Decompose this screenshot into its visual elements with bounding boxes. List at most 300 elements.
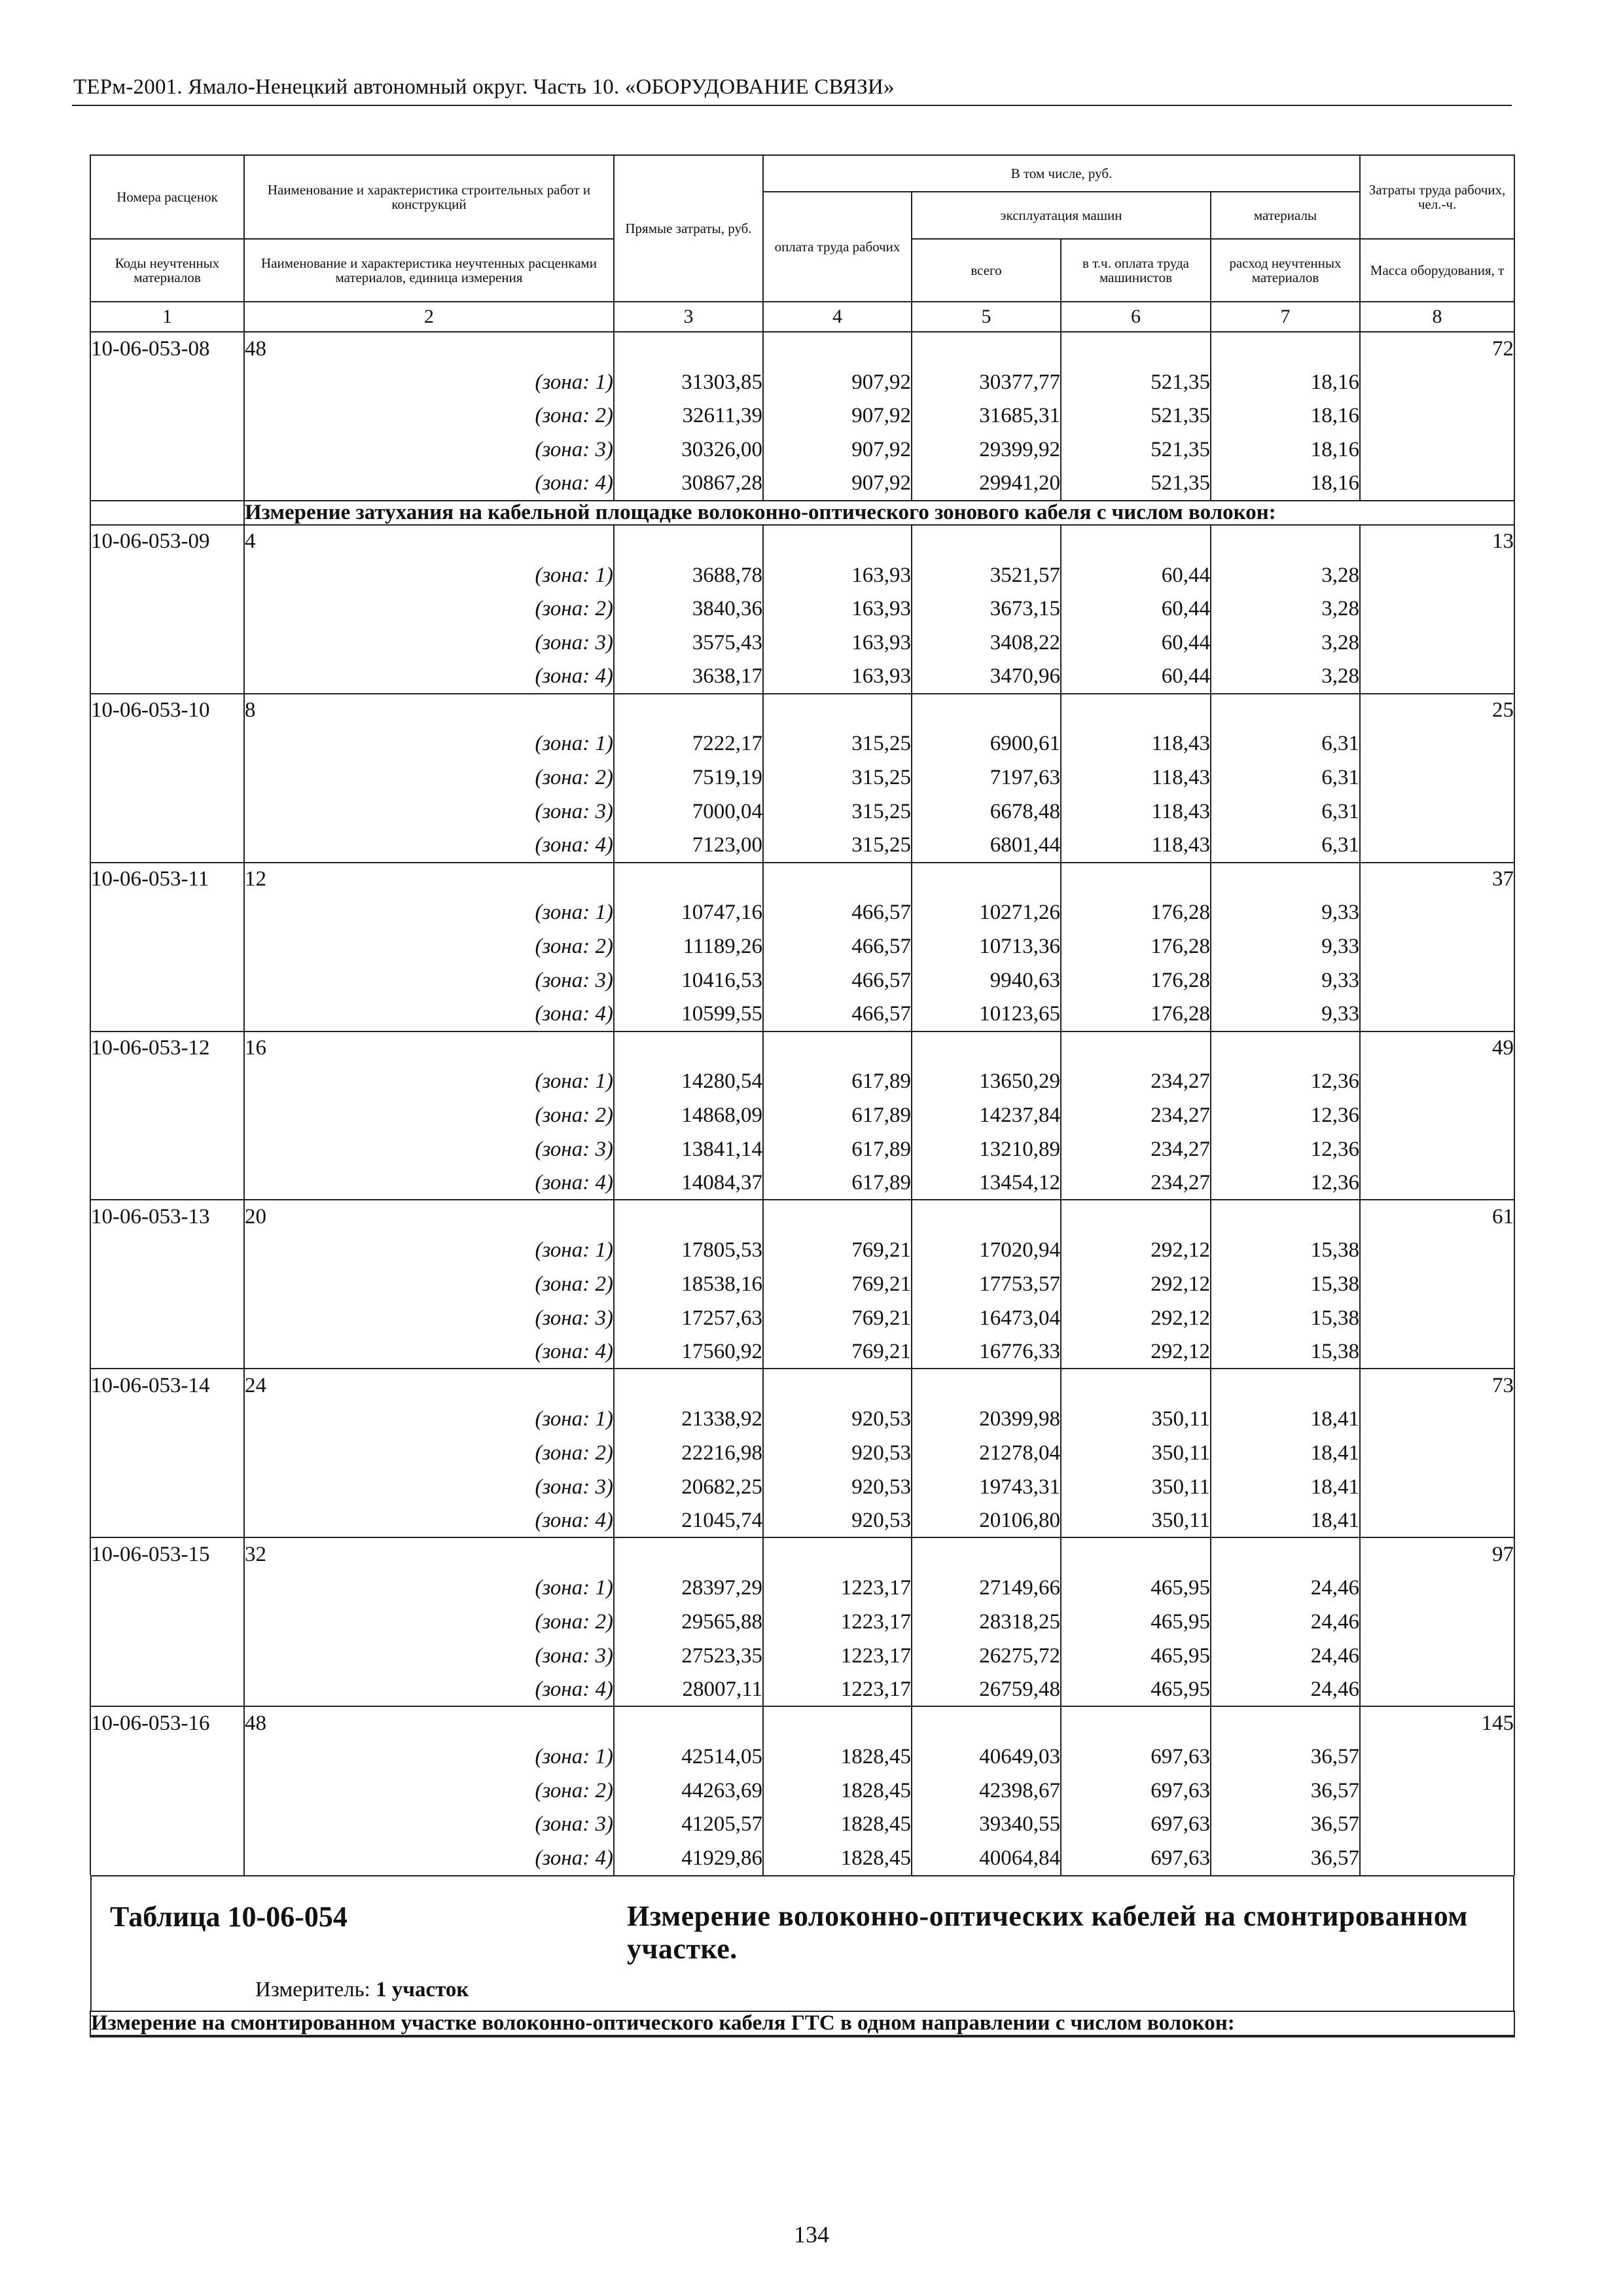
empty-cell	[90, 1132, 244, 1166]
rate-row	[90, 1369, 1514, 1403]
empty-cell	[614, 863, 763, 897]
table-054-title: Измерение волоконно-оптических кабелей на смонтированном участке.	[627, 1900, 1468, 1965]
machine-total-value: 10713,36	[912, 930, 1061, 964]
worker-pay-value: 617,89	[763, 1065, 912, 1099]
column-number: 4	[763, 302, 912, 332]
direct-costs-value: 3840,36	[614, 592, 763, 626]
empty-cell	[1360, 1774, 1514, 1808]
operator-pay-value: 465,95	[1061, 1571, 1211, 1605]
materials-value: 12,36	[1211, 1166, 1360, 1200]
table-054-heading-row	[90, 1875, 1514, 2011]
empty-cell	[614, 525, 763, 559]
worker-pay-value: 163,93	[763, 660, 912, 694]
empty-cell	[90, 1234, 244, 1268]
empty-cell	[1360, 1437, 1514, 1471]
empty-cell	[1061, 1537, 1211, 1571]
empty-cell	[763, 332, 912, 366]
direct-costs-value: 14280,54	[614, 1065, 763, 1099]
empty-cell	[912, 332, 1061, 366]
machine-total-value: 27149,66	[912, 1571, 1061, 1605]
col-header-material-names: Наименование и характеристика неучтенных расценками материалов, единица измерения	[244, 239, 614, 302]
empty-cell	[1360, 592, 1514, 626]
machine-total-value: 21278,04	[912, 1437, 1061, 1471]
operator-pay-value: 234,27	[1061, 1065, 1211, 1099]
empty-cell	[1360, 1571, 1514, 1605]
zone-label: (зона: 1)	[244, 1403, 614, 1437]
zone-label: (зона: 1)	[244, 366, 614, 400]
empty-cell	[1360, 1234, 1514, 1268]
section-row	[90, 2011, 1514, 2036]
worker-pay-value: 315,25	[763, 795, 912, 829]
direct-costs-value: 41929,86	[614, 1842, 763, 1876]
materials-value: 36,57	[1211, 1808, 1360, 1842]
worker-pay-value: 466,57	[763, 963, 912, 997]
direct-costs-value: 10599,55	[614, 997, 763, 1031]
worker-pay-value: 1828,45	[763, 1842, 912, 1876]
empty-cell	[1211, 1200, 1360, 1234]
materials-value: 6,31	[1211, 727, 1360, 761]
equipment-mass: 61	[1360, 1200, 1514, 1234]
equipment-mass: 13	[1360, 525, 1514, 559]
direct-costs-value: 28007,11	[614, 1673, 763, 1707]
empty-cell	[912, 863, 1061, 897]
worker-pay-value: 920,53	[763, 1437, 912, 1471]
rates-table	[90, 154, 1515, 2037]
materials-value: 3,28	[1211, 558, 1360, 592]
materials-value: 18,41	[1211, 1504, 1360, 1538]
column-number-row	[90, 302, 1514, 332]
direct-costs-value: 10747,16	[614, 896, 763, 930]
empty-cell	[763, 863, 912, 897]
column-number: 3	[614, 302, 763, 332]
empty-cell	[90, 366, 244, 400]
materials-value: 36,57	[1211, 1774, 1360, 1808]
operator-pay-value: 350,11	[1061, 1437, 1211, 1471]
zone-label: (зона: 3)	[244, 1639, 614, 1673]
materials-value: 3,28	[1211, 660, 1360, 694]
direct-costs-value: 30867,28	[614, 467, 763, 501]
empty-cell	[1211, 1706, 1360, 1740]
empty-cell	[90, 727, 244, 761]
materials-value: 6,31	[1211, 829, 1360, 863]
rate-quantity: 16	[244, 1031, 614, 1066]
empty-cell	[1360, 829, 1514, 863]
worker-pay-value: 315,25	[763, 829, 912, 863]
rate-quantity: 32	[244, 1537, 614, 1571]
empty-cell	[90, 1099, 244, 1133]
machine-total-value: 3470,96	[912, 660, 1061, 694]
zone-label: (зона: 2)	[244, 399, 614, 433]
worker-pay-value: 1223,17	[763, 1605, 912, 1640]
materials-value: 18,16	[1211, 467, 1360, 501]
operator-pay-value: 521,35	[1061, 467, 1211, 501]
zone-label: (зона: 2)	[244, 1774, 614, 1808]
empty-cell	[1360, 467, 1514, 501]
section-row	[90, 501, 1514, 525]
empty-cell	[1360, 626, 1514, 660]
direct-costs-value: 41205,57	[614, 1808, 763, 1842]
worker-pay-value: 907,92	[763, 399, 912, 433]
zone-row	[90, 433, 1514, 467]
operator-pay-value: 118,43	[1061, 829, 1211, 863]
zone-label: (зона: 3)	[244, 1808, 614, 1842]
materials-value: 18,41	[1211, 1403, 1360, 1437]
zone-label: (зона: 3)	[244, 795, 614, 829]
operator-pay-value: 292,12	[1061, 1268, 1211, 1302]
materials-value: 12,36	[1211, 1065, 1360, 1099]
materials-value: 15,38	[1211, 1234, 1360, 1268]
rate-row	[90, 1031, 1514, 1066]
direct-costs-value: 7519,19	[614, 761, 763, 795]
zone-row	[90, 1268, 1514, 1302]
rate-quantity: 20	[244, 1200, 614, 1234]
operator-pay-value: 350,11	[1061, 1504, 1211, 1538]
direct-costs-value: 14868,09	[614, 1099, 763, 1133]
empty-cell	[1360, 727, 1514, 761]
empty-cell	[90, 1335, 244, 1369]
empty-cell	[763, 525, 912, 559]
zone-label: (зона: 4)	[244, 1166, 614, 1200]
zone-label: (зона: 4)	[244, 1504, 614, 1538]
machine-total-value: 20399,98	[912, 1403, 1061, 1437]
empty-cell	[1211, 332, 1360, 366]
materials-value: 24,46	[1211, 1639, 1360, 1673]
operator-pay-value: 697,63	[1061, 1774, 1211, 1808]
empty-cell	[1061, 525, 1211, 559]
col-header-work-name: Наименование и характеристика строительных работ и конструкций	[244, 155, 614, 239]
zone-row	[90, 592, 1514, 626]
zone-row	[90, 761, 1514, 795]
empty-cell	[1360, 1335, 1514, 1369]
equipment-mass: 49	[1360, 1031, 1514, 1066]
column-number: 8	[1360, 302, 1514, 332]
empty-cell	[763, 1200, 912, 1234]
materials-value: 18,16	[1211, 366, 1360, 400]
machine-total-value: 13454,12	[912, 1166, 1061, 1200]
direct-costs-value: 21338,92	[614, 1403, 763, 1437]
empty-cell	[1360, 558, 1514, 592]
col-header-total: всего	[912, 239, 1061, 302]
direct-costs-value: 22216,98	[614, 1437, 763, 1471]
zone-label: (зона: 1)	[244, 1234, 614, 1268]
empty-cell	[763, 1031, 912, 1066]
machine-total-value: 26275,72	[912, 1639, 1061, 1673]
worker-pay-value: 769,21	[763, 1234, 912, 1268]
materials-value: 15,38	[1211, 1335, 1360, 1369]
operator-pay-value: 60,44	[1061, 558, 1211, 592]
zone-label: (зона: 2)	[244, 1099, 614, 1133]
machine-total-value: 20106,80	[912, 1504, 1061, 1538]
materials-value: 9,33	[1211, 930, 1360, 964]
column-number: 2	[244, 302, 614, 332]
empty-cell	[1360, 1099, 1514, 1133]
empty-cell	[1211, 1031, 1360, 1066]
worker-pay-value: 315,25	[763, 727, 912, 761]
machine-total-value: 19743,31	[912, 1470, 1061, 1504]
table-054-label: Таблица 10-06-054	[110, 1901, 348, 1933]
section-title: Измерение на смонтированном участке волоконно-оптического кабеля ГТС в одном направлении с числом волокон:	[90, 2011, 1514, 2036]
zone-row	[90, 1842, 1514, 1876]
zone-label: (зона: 4)	[244, 1335, 614, 1369]
machine-total-value: 7197,63	[912, 761, 1061, 795]
zone-label: (зона: 2)	[244, 592, 614, 626]
operator-pay-value: 118,43	[1061, 795, 1211, 829]
empty-cell	[614, 1369, 763, 1403]
empty-cell	[1360, 930, 1514, 964]
empty-cell	[90, 761, 244, 795]
direct-costs-value: 28397,29	[614, 1571, 763, 1605]
empty-cell	[912, 1369, 1061, 1403]
zone-row	[90, 399, 1514, 433]
empty-cell	[90, 558, 244, 592]
zone-row	[90, 1301, 1514, 1335]
materials-value: 12,36	[1211, 1099, 1360, 1133]
rate-row	[90, 694, 1514, 728]
operator-pay-value: 292,12	[1061, 1301, 1211, 1335]
empty-cell	[912, 694, 1061, 728]
machine-total-value: 26759,48	[912, 1673, 1061, 1707]
zone-row	[90, 1639, 1514, 1673]
empty-cell	[1061, 694, 1211, 728]
operator-pay-value: 176,28	[1061, 896, 1211, 930]
materials-value: 36,57	[1211, 1842, 1360, 1876]
machine-total-value: 29941,20	[912, 467, 1061, 501]
table-054-heading	[90, 1875, 1514, 2011]
empty-cell	[1360, 399, 1514, 433]
column-number: 7	[1211, 302, 1360, 332]
empty-cell	[614, 1031, 763, 1066]
operator-pay-value: 176,28	[1061, 997, 1211, 1031]
zone-label: (зона: 1)	[244, 896, 614, 930]
direct-costs-value: 17805,53	[614, 1234, 763, 1268]
operator-pay-value: 234,27	[1061, 1166, 1211, 1200]
operator-pay-value: 118,43	[1061, 727, 1211, 761]
materials-value: 18,16	[1211, 399, 1360, 433]
direct-costs-value: 32611,39	[614, 399, 763, 433]
materials-value: 6,31	[1211, 795, 1360, 829]
worker-pay-value: 163,93	[763, 626, 912, 660]
col-header-incl-rub: В том числе, руб.	[763, 155, 1360, 192]
machine-total-value: 3521,57	[912, 558, 1061, 592]
machine-total-value: 16473,04	[912, 1301, 1061, 1335]
operator-pay-value: 697,63	[1061, 1740, 1211, 1774]
column-number: 1	[90, 302, 244, 332]
materials-value: 15,38	[1211, 1268, 1360, 1302]
equipment-mass: 73	[1360, 1369, 1514, 1403]
worker-pay-value: 163,93	[763, 592, 912, 626]
operator-pay-value: 234,27	[1061, 1099, 1211, 1133]
direct-costs-value: 7123,00	[614, 829, 763, 863]
worker-pay-value: 907,92	[763, 467, 912, 501]
zone-label: (зона: 2)	[244, 1437, 614, 1471]
worker-pay-value: 617,89	[763, 1132, 912, 1166]
empty-cell	[90, 1740, 244, 1774]
rate-code: 10-06-053-09	[90, 525, 244, 559]
empty-cell	[1360, 1673, 1514, 1707]
empty-cell	[1360, 761, 1514, 795]
empty-cell	[90, 1808, 244, 1842]
zone-row	[90, 829, 1514, 863]
materials-value: 3,28	[1211, 592, 1360, 626]
worker-pay-value: 920,53	[763, 1504, 912, 1538]
machine-total-value: 16776,33	[912, 1335, 1061, 1369]
zone-row	[90, 1504, 1514, 1538]
zone-row	[90, 1166, 1514, 1200]
empty-cell	[1211, 525, 1360, 559]
empty-cell	[1360, 1605, 1514, 1640]
empty-cell	[90, 1301, 244, 1335]
zone-row	[90, 997, 1514, 1031]
zone-label: (зона: 3)	[244, 963, 614, 997]
empty-cell	[614, 332, 763, 366]
rate-row	[90, 1537, 1514, 1571]
direct-costs-value: 7000,04	[614, 795, 763, 829]
direct-costs-value: 10416,53	[614, 963, 763, 997]
worker-pay-value: 466,57	[763, 896, 912, 930]
empty-cell	[1360, 1740, 1514, 1774]
direct-costs-value: 17560,92	[614, 1335, 763, 1369]
section-title: Измерение затухания на кабельной площадке волоконно-оптического зонового кабеля с числом волокон:	[244, 501, 1514, 525]
empty-cell	[90, 1470, 244, 1504]
worker-pay-value: 617,89	[763, 1099, 912, 1133]
machine-total-value: 13210,89	[912, 1132, 1061, 1166]
materials-value: 3,28	[1211, 626, 1360, 660]
empty-cell	[1360, 896, 1514, 930]
machine-total-value: 6678,48	[912, 795, 1061, 829]
operator-pay-value: 292,12	[1061, 1335, 1211, 1369]
worker-pay-value: 920,53	[763, 1403, 912, 1437]
empty-cell	[1211, 1369, 1360, 1403]
empty-cell	[90, 1842, 244, 1876]
machine-total-value: 17020,94	[912, 1234, 1061, 1268]
header-rule	[72, 105, 1512, 106]
empty-cell	[1061, 1031, 1211, 1066]
materials-value: 24,46	[1211, 1673, 1360, 1707]
zone-row	[90, 467, 1514, 501]
zone-row	[90, 1403, 1514, 1437]
zone-label: (зона: 2)	[244, 930, 614, 964]
empty-cell	[1360, 1504, 1514, 1538]
operator-pay-value: 118,43	[1061, 761, 1211, 795]
empty-cell	[1360, 1132, 1514, 1166]
zone-label: (зона: 1)	[244, 1571, 614, 1605]
machine-total-value: 13650,29	[912, 1065, 1061, 1099]
rate-code: 10-06-053-12	[90, 1031, 244, 1066]
rate-code: 10-06-053-16	[90, 1706, 244, 1740]
direct-costs-value: 3688,78	[614, 558, 763, 592]
zone-row	[90, 1740, 1514, 1774]
empty-cell	[90, 1437, 244, 1471]
empty-cell	[1360, 795, 1514, 829]
materials-value: 9,33	[1211, 896, 1360, 930]
direct-costs-value: 3638,17	[614, 660, 763, 694]
machine-total-value: 30377,77	[912, 366, 1061, 400]
worker-pay-value: 466,57	[763, 930, 912, 964]
empty-cell	[1360, 366, 1514, 400]
empty-cell	[1211, 1537, 1360, 1571]
empty-cell	[90, 626, 244, 660]
empty-cell	[90, 1166, 244, 1200]
worker-pay-value: 907,92	[763, 433, 912, 467]
zone-row	[90, 1673, 1514, 1707]
zone-label: (зона: 1)	[244, 1740, 614, 1774]
materials-value: 36,57	[1211, 1740, 1360, 1774]
machine-total-value: 10123,65	[912, 997, 1061, 1031]
col-header-material-codes: Коды неучтенных материалов	[90, 239, 244, 302]
rate-code: 10-06-053-10	[90, 694, 244, 728]
worker-pay-value: 315,25	[763, 761, 912, 795]
operator-pay-value: 292,12	[1061, 1234, 1211, 1268]
empty-cell	[912, 1031, 1061, 1066]
operator-pay-value: 521,35	[1061, 399, 1211, 433]
col-header-rate-numbers: Номера расценок	[90, 155, 244, 239]
zone-row	[90, 1132, 1514, 1166]
worker-pay-value: 769,21	[763, 1268, 912, 1302]
direct-costs-value: 20682,25	[614, 1470, 763, 1504]
column-number: 5	[912, 302, 1061, 332]
worker-pay-value: 466,57	[763, 997, 912, 1031]
zone-row	[90, 1808, 1514, 1842]
worker-pay-value: 1223,17	[763, 1639, 912, 1673]
zone-label: (зона: 4)	[244, 1673, 614, 1707]
col-header-incl-operator-pay: в т.ч. оплата труда машинистов	[1061, 239, 1211, 302]
empty-cell	[90, 399, 244, 433]
rate-quantity: 4	[244, 525, 614, 559]
empty-cell	[90, 963, 244, 997]
machine-total-value: 31685,31	[912, 399, 1061, 433]
empty-cell	[90, 930, 244, 964]
worker-pay-value: 769,21	[763, 1335, 912, 1369]
empty-cell	[763, 1706, 912, 1740]
zone-label: (зона: 1)	[244, 727, 614, 761]
empty-cell	[90, 592, 244, 626]
worker-pay-value: 1223,17	[763, 1673, 912, 1707]
machine-total-value: 3408,22	[912, 626, 1061, 660]
empty-cell	[1211, 863, 1360, 897]
rate-code: 10-06-053-14	[90, 1369, 244, 1403]
equipment-mass: 145	[1360, 1706, 1514, 1740]
rate-row	[90, 525, 1514, 559]
operator-pay-value: 697,63	[1061, 1808, 1211, 1842]
direct-costs-value: 13841,14	[614, 1132, 763, 1166]
zone-label: (зона: 3)	[244, 1132, 614, 1166]
zone-row	[90, 558, 1514, 592]
empty-cell	[90, 795, 244, 829]
machine-total-value: 42398,67	[912, 1774, 1061, 1808]
zone-label: (зона: 4)	[244, 660, 614, 694]
zone-row	[90, 727, 1514, 761]
empty-cell	[912, 1537, 1061, 1571]
materials-value: 9,33	[1211, 997, 1360, 1031]
empty-cell	[1360, 1268, 1514, 1302]
col-header-direct-costs: Прямые затраты, руб.	[614, 155, 763, 302]
empty-cell	[1360, 1808, 1514, 1842]
empty-cell	[1360, 997, 1514, 1031]
equipment-mass: 97	[1360, 1537, 1514, 1571]
empty-cell	[912, 1200, 1061, 1234]
meter-value: 1 участок	[376, 1978, 469, 2002]
empty-cell	[1211, 694, 1360, 728]
empty-cell	[1360, 1065, 1514, 1099]
rate-code: 10-06-053-08	[90, 332, 244, 366]
zone-label: (зона: 4)	[244, 1842, 614, 1876]
zone-row	[90, 1234, 1514, 1268]
empty-cell	[1061, 1200, 1211, 1234]
direct-costs-value: 11189,26	[614, 930, 763, 964]
empty-cell	[1360, 660, 1514, 694]
operator-pay-value: 521,35	[1061, 366, 1211, 400]
rate-row	[90, 332, 1514, 366]
